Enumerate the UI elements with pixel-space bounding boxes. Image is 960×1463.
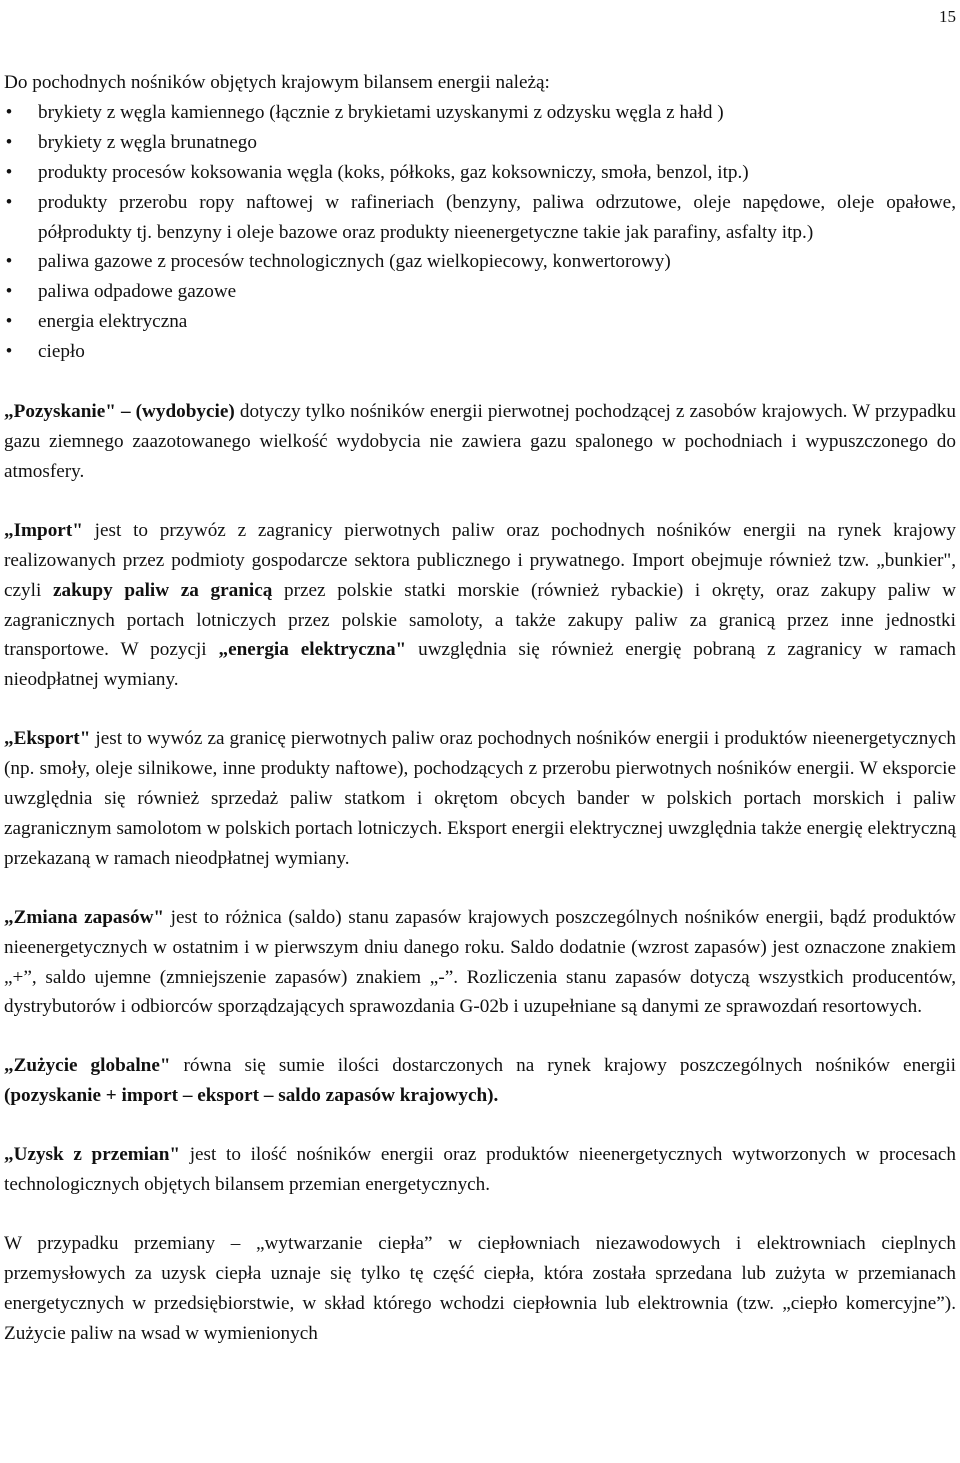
bullet-icon: • — [5, 131, 13, 153]
definition-term: „Zmiana zapasów" — [4, 906, 165, 928]
definition-import — [4, 516, 956, 695]
carrier-list — [4, 98, 956, 367]
list-item — [4, 307, 956, 337]
bullet-icon: • — [5, 161, 13, 183]
definition-text: jest to ilość nośników energii oraz produktów nieenergetycznych wytworzonych w procesach technologicznych objętych bilansem przemian energetycznych. — [4, 1144, 956, 1196]
list-item — [4, 188, 956, 248]
emphasis-text: „energia elektryczna" — [218, 639, 407, 661]
definition-pozyskanie — [4, 397, 956, 487]
definition-term: „Pozyskanie" – (wydobycie) — [4, 401, 235, 423]
list-item-text: ciepło — [38, 341, 85, 363]
definition-term: „Uzysk z przemian" — [4, 1144, 181, 1166]
list-item — [4, 277, 956, 307]
bullet-icon: • — [5, 191, 13, 213]
list-item — [4, 128, 956, 158]
definition-text: przez polskie statki morskie (również rybackie) i okręty, oraz zakupy paliw w zagranicznych portach lotniczych przez polskie samoloty, a także zakupy paliw za granicą przez inne jednostki transportowe. W pozycji — [4, 579, 957, 661]
list-item-text: brykiety z węgla kamiennego (łącznie z brykietami uzyskanymi z odzysku węgla z hałd ) — [38, 101, 724, 123]
list-item-text: paliwa odpadowe gazowe — [38, 281, 237, 303]
definition-eksport — [4, 724, 956, 874]
bullet-icon: • — [5, 251, 13, 273]
list-item — [4, 158, 956, 188]
page-number: 15 — [939, 7, 956, 26]
paragraph-przemiany: W przypadku przemiany – „wytwarzanie ciepła” w ciepłowniach niezawodowych i elektrowniach cieplnych przemysłowych za uzysk ciepła uznaje się tylko tę część ciepła, która została sprzedana lub zużyta w przemianach energetycznych w przedsiębiorstwie, w skład którego wchodzi ciepłownia lub elektrownia (tzw. „ciepło komercyjne”). Zużycie paliw na wsad w wymienionych — [4, 1233, 956, 1344]
definition-text: jest to przywóz z zagranicy pierwotnych paliw oraz pochodnych nośników energii na rynek krajowy realizowanych przez podmioty gospodarcze sektora publicznego i prywatnego. Import obejmuje również tzw. „bunkier", czyli — [4, 519, 956, 601]
definition-text: równa się sumie ilości dostarczonych na rynek krajowy poszczególnych nośników energii — [170, 1055, 956, 1077]
bullet-icon: • — [5, 101, 13, 123]
definition-text: jest to wywóz za granicę pierwotnych paliw oraz pochodnych nośników energii i produktów nieenergetycznych (np. smoły, oleje silnikowe, inne produkty naftowe), pochodzących z przerobu pierwotnych nośników energii. W eksporcie uwzględnia się również sprzedaż paliw statkom i okrętom obcych bander w polskich portach morskich i paliw zagranicznym samolotom w polskich portach lotniczych. Eksport energii elektrycznej uwzględnia także energię elektryczną przekazaną w ramach nieodpłatnej wymiany. — [4, 728, 956, 869]
intro-text: Do pochodnych nośników objętych krajowym bilansem energii należą: — [4, 72, 550, 93]
list-item-text: brykiety z węgla brunatnego — [38, 131, 257, 153]
definition-text: jest to różnica (saldo) stanu zapasów krajowych poszczególnych nośników energii, bądź produktów nieenergetycznych w ostatnim i w pierwszym dniu danego roku. Saldo dodatnie (wzrost zapasów) jest oznaczone znakiem „+”, saldo ujemne (zmniejszenie zapasów) znakiem „-”. Rozliczenia stanu zapasów dotyczą wszystkich producentów, dystrybutorów i odbiorców sporządzających sprawozdania G-02b i uzupełniane są danymi ze sprawozdań resortowych. — [4, 906, 956, 1018]
definition-text: uwzględnia się również energię pobraną z zagranicy w ramach nieodpłatnej wymiany. — [4, 639, 956, 691]
bullet-icon: • — [5, 281, 13, 303]
definition-term: „Eksport" — [4, 728, 91, 750]
list-item-text: produkty procesów koksowania węgla (koks, półkoks, gaz koksowniczy, smoła, benzol, itp.) — [38, 161, 749, 183]
definition-term: „Zużycie globalne" — [4, 1055, 171, 1077]
list-item-text: produkty przerobu ropy naftowej w rafineriach (benzyny, paliwa odrzutowe, oleje napędowe, oleje opałowe, półprodukty tj. benzyny i oleje bazowe oraz produkty nieenergetyczne takie jak parafiny, asfalty itp.) — [38, 191, 956, 243]
list-item — [4, 337, 956, 367]
formula-text: (pozyskanie + import – eksport – saldo zapasów krajowych). — [4, 1085, 499, 1107]
definition-uzysk — [4, 1140, 956, 1200]
list-item-text: energia elektryczna — [38, 311, 188, 333]
list-item — [4, 247, 956, 277]
definition-term: „Import" — [4, 519, 83, 541]
list-item — [4, 98, 956, 128]
definition-zmiana-zapasow — [4, 903, 956, 1023]
emphasis-text: zakupy paliw za granicą — [52, 579, 273, 601]
bullet-icon: • — [5, 311, 13, 333]
document-body — [4, 68, 956, 1349]
definition-zuzycie-globalne — [4, 1051, 956, 1111]
list-item-text: paliwa gazowe z procesów technologicznych (gaz wielkopiecowy, konwertorowy) — [38, 251, 671, 273]
bullet-icon: • — [5, 341, 13, 363]
definition-text: dotyczy tylko nośników energii pierwotnej pochodzącej z zasobów krajowych. W przypadku gazu ziemnego zaazotowanego wielkość wydobycia nie zawiera gazu spalonego w pochodniach i wypuszczonego do atmosfery. — [4, 401, 956, 482]
